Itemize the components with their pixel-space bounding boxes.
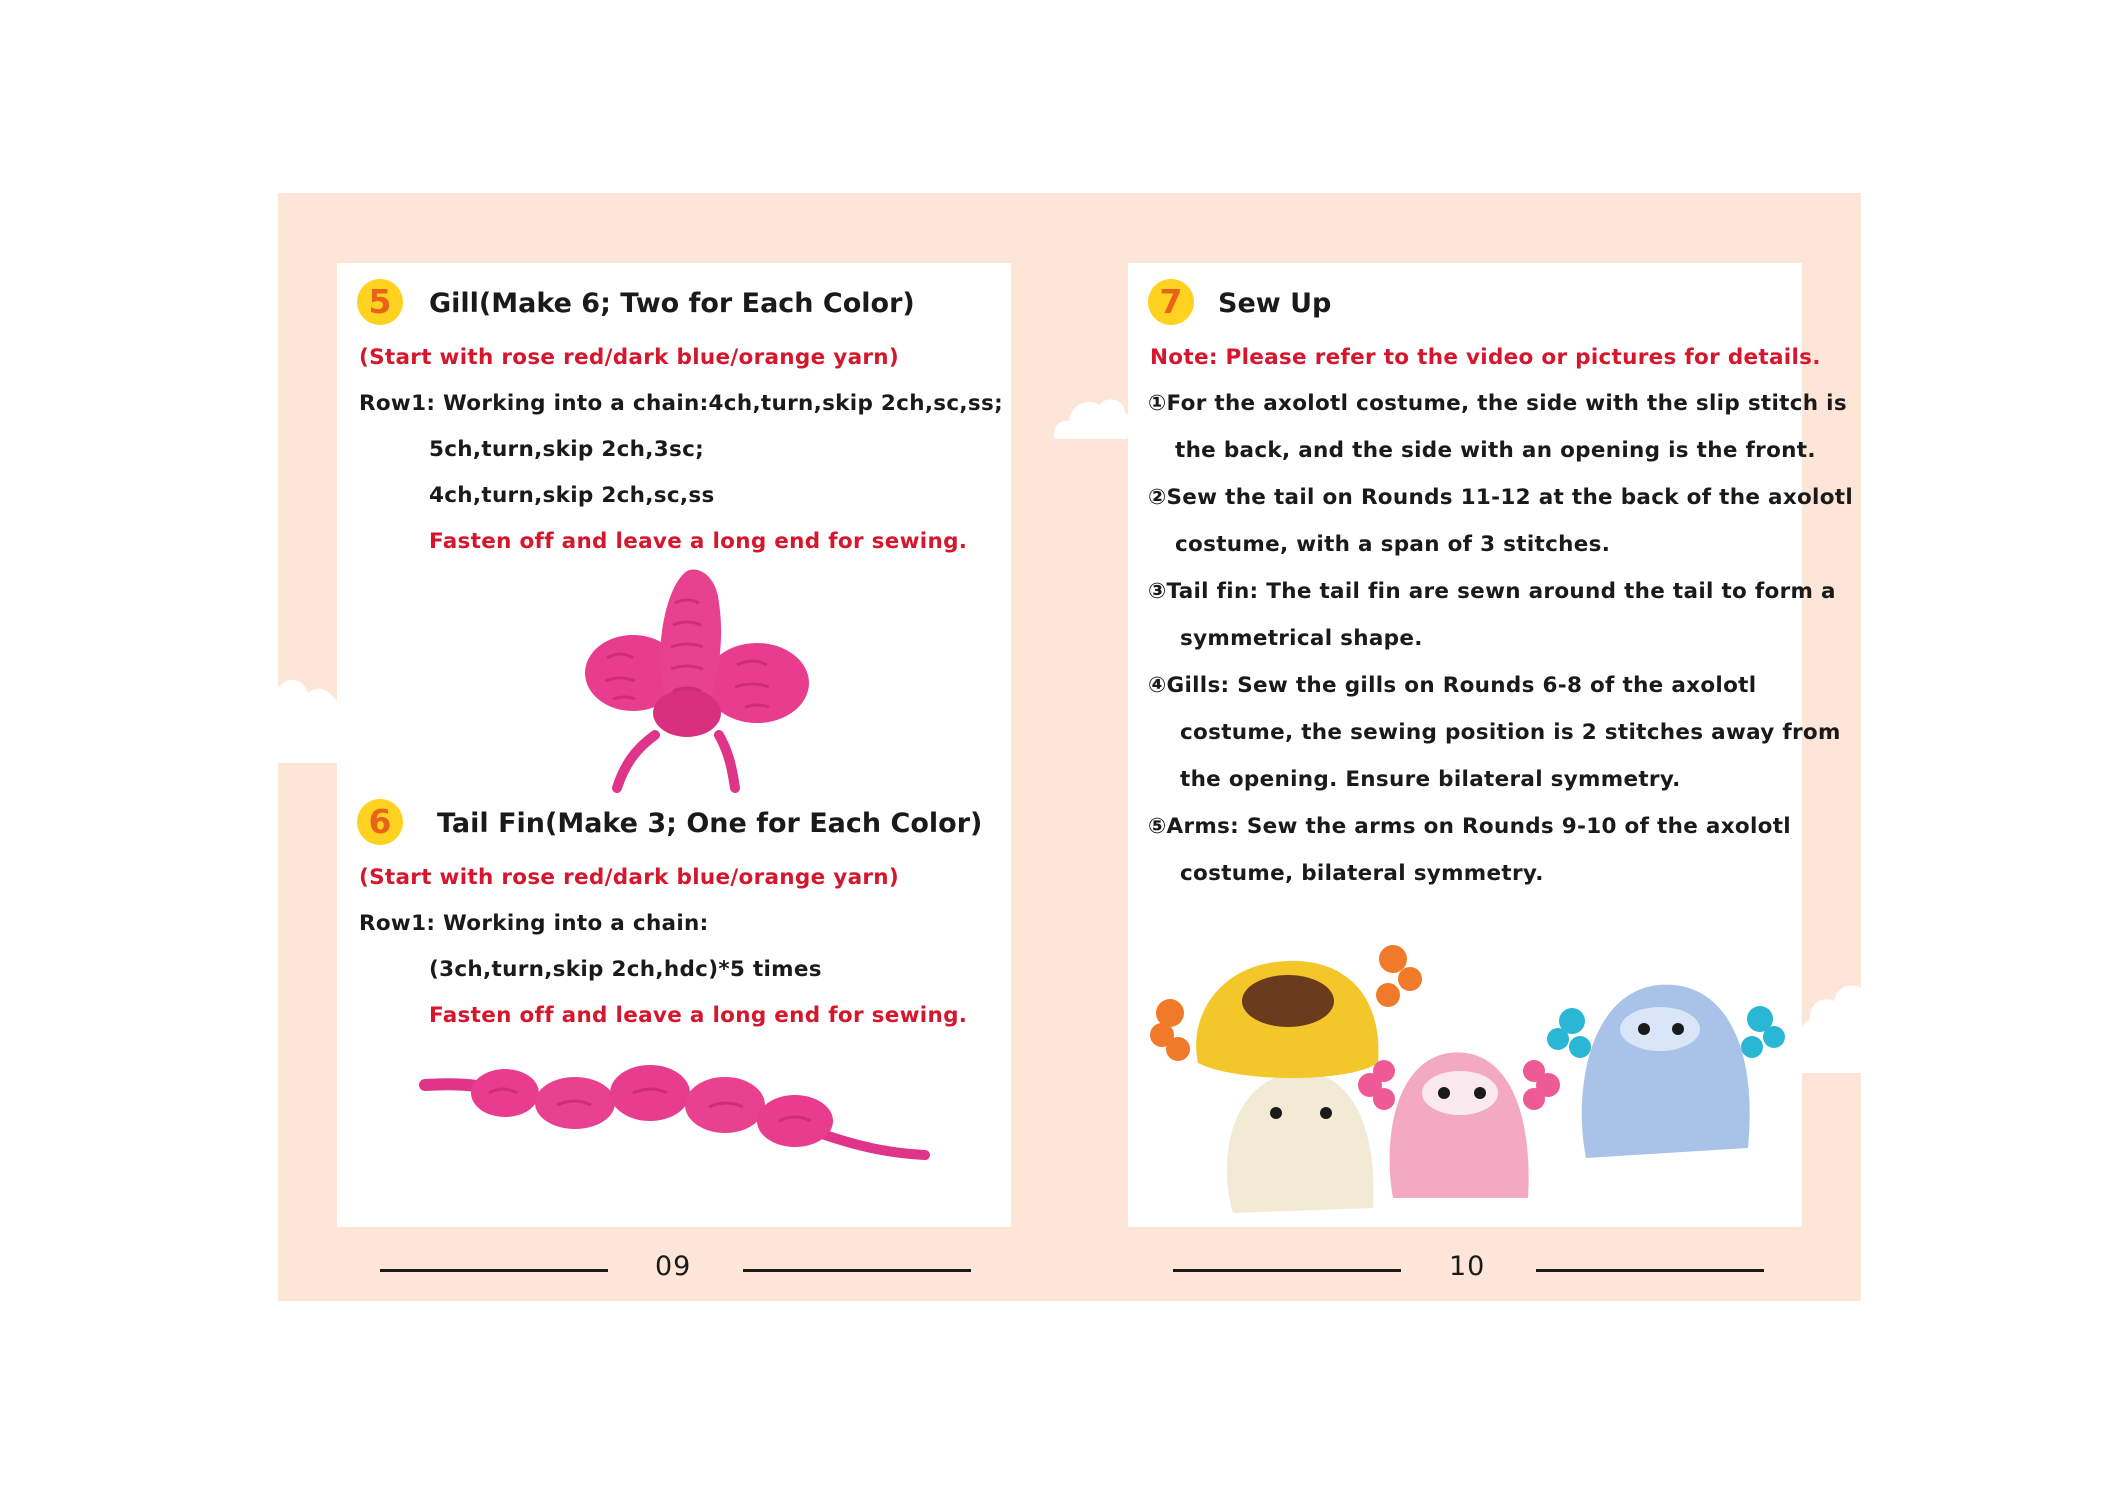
step-2-line-2: costume, with a span of 3 stitches. — [1175, 532, 1611, 557]
step-7-badge: 7 — [1148, 279, 1194, 325]
page-number-09: 09 — [655, 1251, 692, 1282]
tail-fin-row1-cont1: (3ch,turn,skip 2ch,hdc)*5 times — [429, 957, 822, 982]
sew-up-title: Sew Up — [1218, 288, 1332, 319]
page-09-rule-right — [743, 1269, 971, 1272]
step-5-badge: 5 — [357, 279, 403, 325]
pink-crochet-tail-fin-image — [425, 1063, 925, 1173]
instruction-spread — [278, 193, 1861, 1301]
gill-start-note: (Start with rose red/dark blue/orange yarn) — [359, 345, 900, 370]
step-5-line-1: ⑤Arms: Sew the arms on Rounds 9-10 of the axolotl — [1148, 814, 1791, 839]
cloud-decoration-middle — [1053, 391, 1133, 441]
left-page-card — [337, 263, 1011, 1227]
cloud-decoration-left — [278, 663, 338, 763]
gill-row1-cont1: 5ch,turn,skip 2ch,3sc; — [429, 437, 705, 462]
step-3-line-2: symmetrical shape. — [1180, 626, 1423, 651]
step-5-line-2: costume, bilateral symmetry. — [1180, 861, 1544, 886]
pink-crochet-gill-image — [577, 563, 817, 788]
gill-fasten-note: Fasten off and leave a long end for sewing. — [429, 529, 968, 554]
step-4-line-3: the opening. Ensure bilateral symmetry. — [1180, 767, 1681, 792]
step-3-line-1: ③Tail fin: The tail fin are sewn around the tail to form a — [1148, 579, 1836, 604]
gill-row1-cont2: 4ch,turn,skip 2ch,sc,ss — [429, 483, 715, 508]
page-09-rule-left — [380, 1269, 608, 1272]
crochet-axolotl-toys-image — [1148, 923, 1798, 1223]
cloud-decoration-right — [1798, 983, 1861, 1073]
tail-fin-title: Tail Fin(Make 3; One for Each Color) — [437, 808, 983, 839]
tail-fin-start-note: (Start with rose red/dark blue/orange yarn) — [359, 865, 900, 890]
gill-row1: Row1: Working into a chain:4ch,turn,skip 2ch,sc,ss; — [359, 391, 1003, 416]
tail-fin-row1: Row1: Working into a chain: — [359, 911, 709, 936]
page-10-rule-left — [1173, 1269, 1401, 1272]
step-4-line-2: costume, the sewing position is 2 stitches away from — [1180, 720, 1841, 745]
sew-up-note: Note: Please refer to the video or pictures for details. — [1150, 345, 1821, 370]
step-4-line-1: ④Gills: Sew the gills on Rounds 6-8 of the axolotl — [1148, 673, 1757, 698]
right-page-card — [1128, 263, 1854, 1227]
step-6-badge: 6 — [357, 799, 403, 845]
page-10-rule-right — [1536, 1269, 1764, 1272]
step-1-line-2: the back, and the side with an opening is the front. — [1175, 438, 1816, 463]
tail-fin-fasten-note: Fasten off and leave a long end for sewing. — [429, 1003, 968, 1028]
step-2-line-1: ②Sew the tail on Rounds 11-12 at the back of the axolotl — [1148, 485, 1854, 510]
page-number-10: 10 — [1449, 1251, 1486, 1282]
gill-title: Gill(Make 6; Two for Each Color) — [429, 288, 915, 319]
step-1-line-1: ①For the axolotl costume, the side with the slip stitch is — [1148, 391, 1847, 416]
